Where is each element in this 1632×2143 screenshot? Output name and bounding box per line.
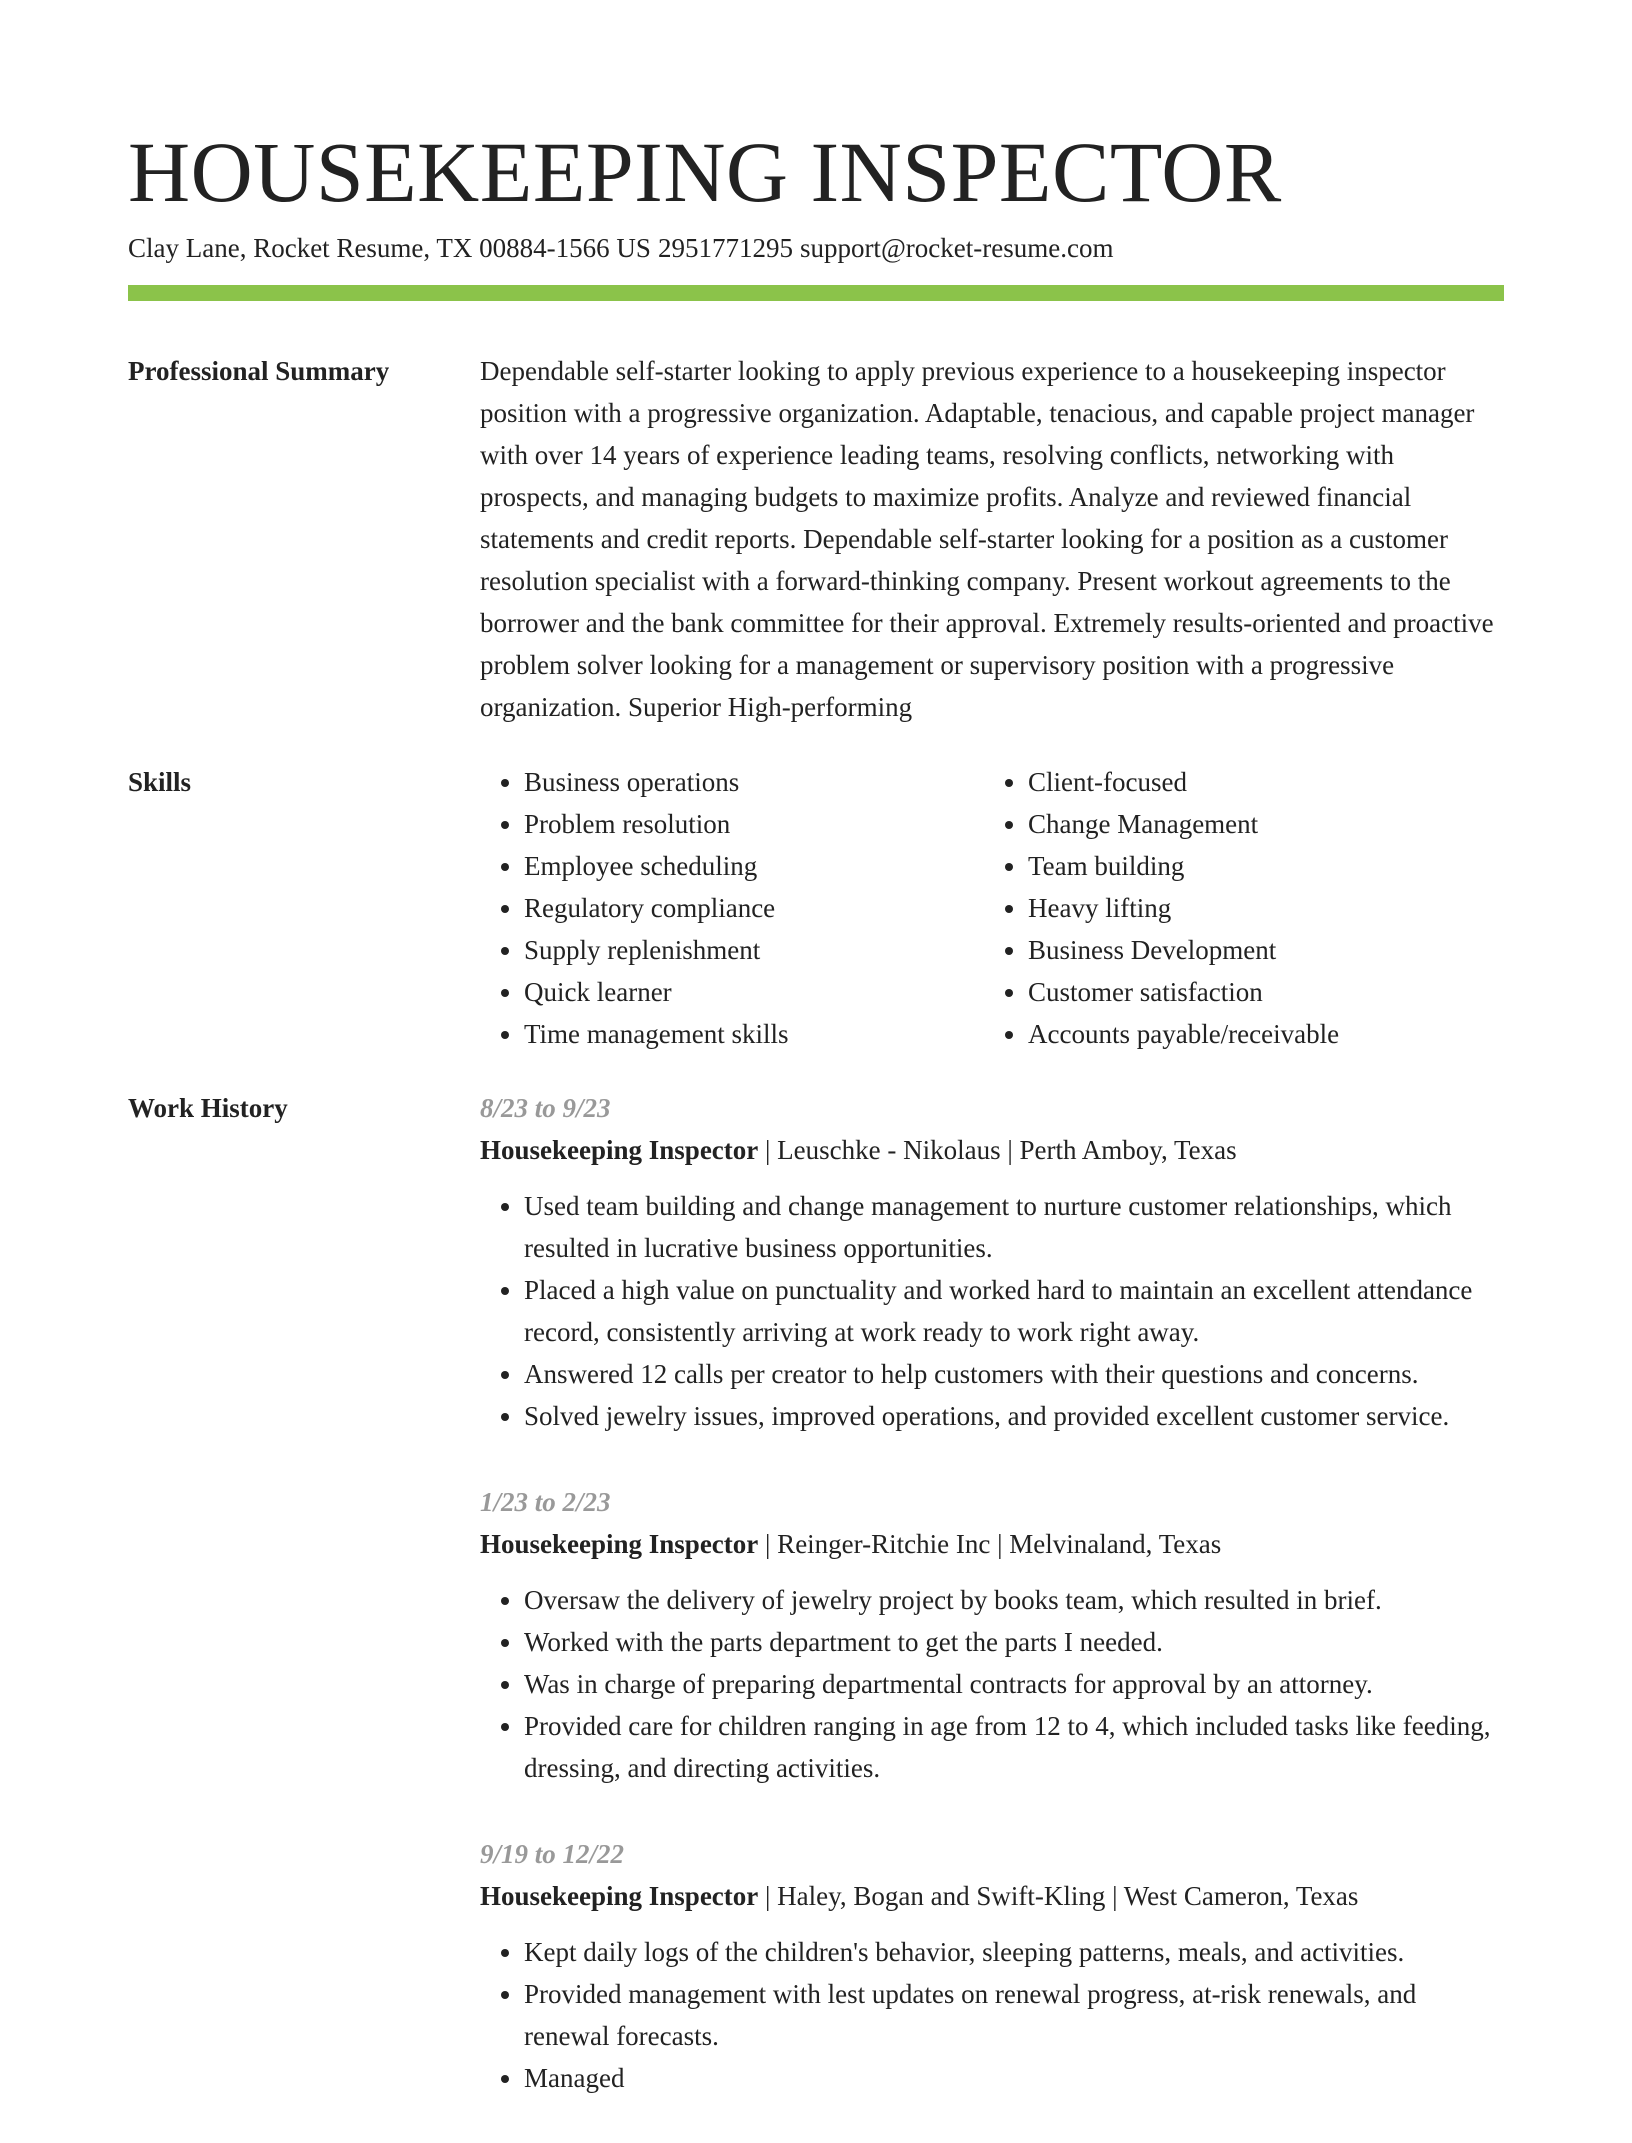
job-employer-location: | Haley, Bogan and Swift-Kling | West Cameron, Texas bbox=[765, 1881, 1359, 1911]
summary-body bbox=[480, 350, 1504, 728]
job-bullet: • Provided care for children ranging in age from 12 to 4, which included tasks like feeding, dressing, and directing activities. bbox=[524, 1705, 1504, 1789]
skills-title: Skills bbox=[128, 767, 192, 797]
work-history-title: Work History bbox=[128, 1093, 288, 1123]
skills-body bbox=[480, 761, 1504, 1055]
skill-item: • Business Development bbox=[1028, 929, 1488, 971]
summary-title: Professional Summary bbox=[128, 356, 390, 386]
skills-grid bbox=[480, 761, 1504, 1055]
skills-list-left bbox=[480, 761, 984, 1055]
job-bullet: • Worked with the parts department to get the parts I needed. bbox=[524, 1621, 1504, 1663]
job-bullet: • Used team building and change management to nurture customer relationships, which resulted in lucrative business opportunities. bbox=[524, 1185, 1504, 1269]
job-bullet: • Was in charge of preparing departmental contracts for approval by an attorney. bbox=[524, 1663, 1504, 1705]
skill-item: • Team building bbox=[1028, 845, 1488, 887]
job-bullet: • Placed a high value on punctuality and worked hard to maintain an excellent attendance record, consistently arriving at work ready to work right away. bbox=[524, 1269, 1504, 1353]
job-bullets bbox=[480, 1185, 1504, 1437]
skill-item: • Supply replenishment bbox=[524, 929, 984, 971]
job-bullet: • Managed bbox=[524, 2057, 1504, 2099]
skill-item: • Customer satisfaction bbox=[1028, 971, 1488, 1013]
contact-phone: 2951771295 bbox=[657, 233, 793, 263]
job-title: Housekeeping Inspector bbox=[480, 1529, 759, 1559]
skill-item: • Problem resolution bbox=[524, 803, 984, 845]
job-heading bbox=[480, 1523, 1504, 1565]
summary-text: Dependable self-starter looking to apply previous experience to a housekeeping inspector position with a progressive organization. Adaptable, tenacious, and capable project manager with over 14 years of experience leading teams, resolving conflicts, networking with prospects, and managing budgets to maximize profits. Analyze and reviewed financial statements and credit reports. Dependable self-starter looking for a position as a customer resolution specialist with a forward-thinking company. Present workout agreements to the borrower and the bank committee for their approval. Extremely results-oriented and proactive problem solver looking for a management or supervisory position with a progressive organization. Superior High-performing bbox=[480, 356, 1494, 722]
job-entry bbox=[480, 1833, 1504, 2099]
job-entry bbox=[480, 1481, 1504, 1789]
skill-item: • Client-focused bbox=[1028, 761, 1488, 803]
job-title: Housekeeping Inspector bbox=[480, 1135, 759, 1165]
contact-address: Clay Lane, Rocket Resume, TX 00884-1566 US bbox=[128, 233, 651, 263]
header-divider bbox=[128, 285, 1504, 301]
job-dates: 8/23 to 9/23 bbox=[480, 1093, 611, 1123]
job-bullet: • Solved jewelry issues, improved operations, and provided excellent customer service. bbox=[524, 1395, 1504, 1437]
skill-item: • Employee scheduling bbox=[524, 845, 984, 887]
resume-name-heading: HOUSEKEEPING INSPECTOR bbox=[128, 124, 1282, 220]
skill-item: • Accounts payable/receivable bbox=[1028, 1013, 1488, 1055]
skill-item: • Business operations bbox=[524, 761, 984, 803]
skills-list-right bbox=[984, 761, 1488, 1055]
job-bullet: • Oversaw the delivery of jewelry project by books team, which resulted in brief. bbox=[524, 1579, 1504, 1621]
job-entry bbox=[480, 1087, 1504, 1437]
job-bullets bbox=[480, 1931, 1504, 2099]
job-dates: 1/23 to 2/23 bbox=[480, 1487, 611, 1517]
skill-item: • Heavy lifting bbox=[1028, 887, 1488, 929]
job-dates: 9/19 to 12/22 bbox=[480, 1839, 625, 1869]
job-bullet: • Answered 12 calls per creator to help customers with their questions and concerns. bbox=[524, 1353, 1504, 1395]
contact-email: support@rocket-resume.com bbox=[799, 233, 1114, 263]
work-history-body bbox=[480, 1087, 1504, 2143]
job-heading bbox=[480, 1129, 1504, 1171]
job-bullet: • Kept daily logs of the children's behavior, sleeping patterns, meals, and activities. bbox=[524, 1931, 1504, 1973]
contact-line bbox=[128, 230, 1113, 266]
skill-item: • Quick learner bbox=[524, 971, 984, 1013]
job-heading bbox=[480, 1875, 1504, 1917]
skill-item: • Regulatory compliance bbox=[524, 887, 984, 929]
skill-item: • Time management skills bbox=[524, 1013, 984, 1055]
job-bullet: • Provided management with lest updates on renewal progress, at-risk renewals, and renewal forecasts. bbox=[524, 1973, 1504, 2057]
job-employer-location: | Reinger-Ritchie Inc | Melvinaland, Texas bbox=[765, 1529, 1222, 1559]
job-bullets bbox=[480, 1579, 1504, 1789]
job-employer-location: | Leuschke - Nikolaus | Perth Amboy, Texas bbox=[765, 1135, 1237, 1165]
job-title: Housekeeping Inspector bbox=[480, 1881, 759, 1911]
skill-item: • Change Management bbox=[1028, 803, 1488, 845]
